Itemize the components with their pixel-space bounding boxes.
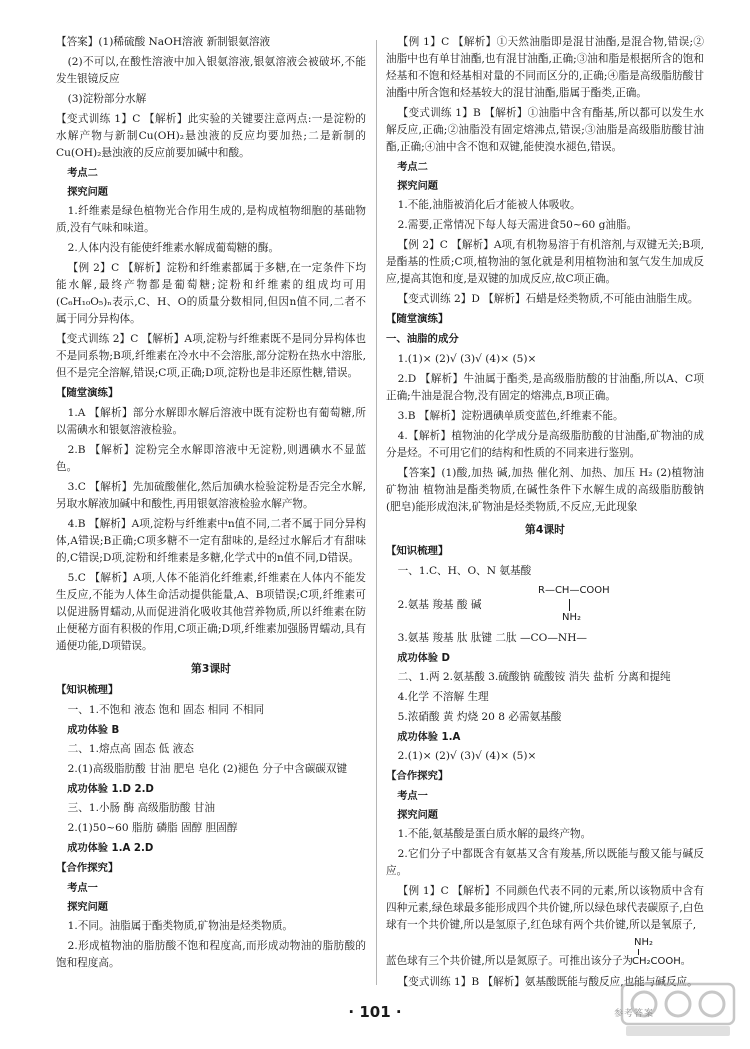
answer-paragraph: 2.它们分子中都既含有氨基又含有羧基,所以既能与酸又能与碱反应。 bbox=[386, 848, 704, 877]
bond-line bbox=[569, 599, 570, 611]
sub-heading: 考点一 bbox=[397, 791, 428, 802]
section-heading: 【随堂演练】 bbox=[386, 313, 449, 325]
answer-paragraph: 【变式训练 1】B 【解析】氨基酸既能与酸反应,也能与碱反应。 bbox=[397, 976, 698, 988]
amino-group: NH₂ bbox=[562, 612, 582, 623]
answer-paragraph: 1.不能,氨基酸是蛋白质水解的最终产物。 bbox=[397, 828, 592, 840]
answer-paragraph: 3.B 【解析】淀粉遇碘单质变蓝色,纤维素不能。 bbox=[397, 410, 624, 422]
formula-line bbox=[386, 583, 704, 627]
answer-paragraph: 【答案】(1)稀硫酸 NaOH溶液 新制银氨溶液 bbox=[56, 36, 271, 48]
section-heading: 【随堂演练】 bbox=[56, 387, 119, 399]
answer-paragraph: 二、1.熔点高 固态 低 液态 bbox=[67, 743, 194, 755]
answer-paragraph: 【变式训练 2】C 【解析】A项,淀粉与纤维素既不是同分异构体也不是同系物;B项,纤维素在冷水中不会溶胀,部分淀粉在热水中溶胀,但不是完全溶解,错误;C项,正确;D项,淀粉也是非还原性糖,错误。 bbox=[56, 333, 366, 379]
answer-paragraph: 1.(1)× (2)√ (3)√ (4)× (5)× bbox=[397, 353, 537, 365]
answer-paragraph: 【答案】(1)酸,加热 碱,加热 催化剂、加热、加压 H₂ (2)植物油 矿物油 植物油是酯类物质,在碱性条件下水解生成的高级脂肪酸钠(肥皂)能形成泡沫,矿物油是烃类物质,不反应,无此现象 bbox=[386, 467, 704, 513]
answer-paragraph: 2.(1)× (2)√ (3)√ (4)× (5)× bbox=[397, 750, 537, 762]
answer-paragraph: 三、1.小肠 酶 高级脂肪酸 甘油 bbox=[67, 802, 215, 814]
answer-paragraph: 2.D 【解析】牛油属于酯类,是高级脂肪酸的甘油酯,所以A、C项正确;牛油是混合物,没有固定的熔沸点,B项正确。 bbox=[386, 373, 704, 402]
answer-paragraph: 【变式训练 1】B 【解析】①油脂中含有酯基,所以都可以发生水解反应,正确;②油脂没有固定熔沸点,错误;③油脂是高级脂肪酸甘油酯,正确;④油中含不饱和双键,能使溴水褪色,错误。 bbox=[386, 107, 704, 153]
left-column bbox=[56, 34, 366, 975]
answer-paragraph: (3)淀粉部分水解 bbox=[67, 93, 147, 105]
answer-paragraph: 4.【解析】植物油的化学成分是高级脂肪酸的甘油酯,矿物油的成分是烃。不可用它们的结构和性质的不同来进行鉴别。 bbox=[386, 430, 704, 459]
sub-heading: 探究问题 bbox=[67, 187, 108, 198]
answer-paragraph: 4.化学 不溶解 生理 bbox=[397, 691, 489, 703]
answer-paragraph: 2.人体内没有能使纤维素水解成葡萄糖的酶。 bbox=[67, 242, 280, 254]
glycine-formula: CH₂COOH。 bbox=[632, 956, 691, 967]
amino-group: NH₂ bbox=[634, 937, 654, 948]
answer-paragraph: 3.氨基 羧基 肽 肽键 二肽 —CO—NH— bbox=[397, 632, 588, 644]
answer-paragraph: 一、1.不饱和 液态 饱和 固态 相同 不相同 bbox=[67, 704, 265, 716]
section-heading: 【合作探究】 bbox=[386, 770, 449, 782]
answer-paragraph: 2.需要,正常情况下每人每天需进食50~60 g油脂。 bbox=[397, 219, 638, 231]
section-heading: 【知识梳理】 bbox=[56, 684, 119, 696]
sub-heading: 成功体验 1.A bbox=[397, 732, 461, 743]
formula-line bbox=[386, 937, 704, 971]
section-heading: 【知识梳理】 bbox=[386, 545, 449, 557]
page-number: · 101 · bbox=[348, 1003, 402, 1021]
sub-heading: 成功体验 B bbox=[67, 725, 120, 736]
answer-paragraph: 4.B 【解析】A项,淀粉与纤维素中n值不同,二者不属于同分异构体,A错误;B正确;C项多糖不一定有甜味的,是经过水解后才有甜味的,C错误;D项,淀粉和纤维素是多糖,化学式中的n值不同,D错误。 bbox=[56, 518, 366, 564]
answer-badge: 参考答案 bbox=[614, 1009, 655, 1019]
answer-paragraph: 2.B 【解析】淀粉完全水解即溶液中无淀粉,则遇碘水不显蓝色。 bbox=[56, 444, 366, 473]
answer-paragraph: 1.不能,油脂被消化后才能被人体吸收。 bbox=[397, 199, 581, 211]
formula-line-text: 2.氨基 羧基 酸 碱 bbox=[397, 599, 482, 611]
sub-heading: 探究问题 bbox=[67, 902, 108, 913]
answer-paragraph: 3.C 【解析】先加硫酸催化,然后加碘水检验淀粉是否完全水解,另取水解液加碱中和酸性,再用银氨溶液检验水解产物。 bbox=[56, 481, 366, 510]
answer-paragraph: (2)不可以,在酸性溶液中加入银氨溶液,银氨溶液会被破坏,不能发生银镜反应 bbox=[56, 56, 366, 85]
sub-heading: 成功体验 1.A 2.D bbox=[67, 843, 154, 854]
right-column bbox=[386, 34, 704, 994]
answer-paragraph: 【例 1】C 【解析】①天然油脂即是混甘油酯,是混合物,错误;②油脂中也有单甘油酯,也有混甘油酯,正确;③油和脂是根据所含的饱和烃基和不饱和烃基相对量的不同而区分的,正确;④脂是高级脂肪酸甘油酯中所含饱和烃基较大的混甘油酯,脂属于酯类,正确。 bbox=[386, 36, 704, 99]
answer-paragraph: 二、1.两 2.氨基酸 3.硫酸钠 硫酸铵 消失 盐析 分离和提纯 bbox=[397, 671, 671, 683]
answer-paragraph: 【例 1】C 【解析】不同颜色代表不同的元素,所以该物质中含有四种元素,绿色球最多能形成四个共价键,所以绿色球代表碳原子,白色球有一个共价键,所以是氢原子,红色球有两个共价键,所以是氧原子, bbox=[386, 885, 704, 931]
section-heading: 【合作探究】 bbox=[56, 862, 119, 874]
lesson-title: 第3课时 bbox=[191, 662, 231, 675]
section-heading: 一、油脂的成分 bbox=[386, 333, 459, 345]
answer-paragraph: 一、1.C、H、O、N 氨基酸 bbox=[397, 565, 532, 577]
column-divider bbox=[376, 40, 377, 985]
formula-line-text: 蓝色球有三个共价键,所以是氮原子。可推出该分子为 bbox=[386, 955, 634, 967]
sub-heading: 成功体验 D bbox=[397, 653, 450, 664]
sub-heading: 探究问题 bbox=[397, 181, 438, 192]
answer-paragraph: 1.A 【解析】部分水解即水解后溶液中既有淀粉也有葡萄糖,所以需碘水和银氨溶液检验。 bbox=[56, 407, 366, 436]
answer-paragraph: 5.浓硝酸 黄 灼烧 20 8 必需氨基酸 bbox=[397, 711, 562, 723]
sub-heading: 考点二 bbox=[67, 168, 98, 179]
answer-paragraph: 【例 2】C 【解析】淀粉和纤维素都属于多糖,在一定条件下均能水解,最终产物都是葡萄糖;淀粉和纤维素的组成均可用(C₆H₁₀O₅)ₙ表示,C、H、O的质量分数相同,但因n值不同,二者不属于同分异构体。 bbox=[56, 262, 366, 325]
answer-paragraph: 2.(1)高级脂肪酸 甘油 肥皂 皂化 (2)褪色 分子中含碳碳双键 bbox=[67, 763, 348, 775]
answer-paragraph: 2.(1)50~60 脂肪 磷脂 固醇 胆固醇 bbox=[67, 822, 238, 834]
answer-paragraph: 2.形成植物油的脂肪酸不饱和程度高,而形成动物油的脂肪酸的饱和程度高。 bbox=[56, 940, 366, 969]
answer-paragraph: 5.C 【解析】A项,人体不能消化纤维素,纤维素在人体内不能发生反应,不能为人体生命活动提供能量,A、B项错误;C项,纤维素可以促进肠胃蠕动,从而促进消化吸收其他营养物质,所以纤维素在防止便秘方面有积极的作用,C项正确;D项,纤维素加强肠胃蠕动,具有通便功能,D项错误。 bbox=[56, 572, 366, 652]
lesson-title: 第4课时 bbox=[525, 523, 565, 536]
sub-heading: 考点二 bbox=[397, 162, 428, 173]
answer-paragraph: 1.不同。油脂属于酯类物质,矿物油是烃类物质。 bbox=[67, 920, 294, 932]
answer-paragraph: 【变式训练 1】C 【解析】此实验的关键要注意两点:一是淀粉的水解产物与新制Cu(OH)₂悬浊液的反应均要加热;二是新制的Cu(OH)₂悬浊液的反应前要加碱中和酸。 bbox=[56, 113, 366, 159]
sub-heading: 成功体验 1.D 2.D bbox=[67, 784, 154, 795]
sub-heading: 考点一 bbox=[67, 883, 98, 894]
amino-acid-formula: R—CH—COOH bbox=[538, 585, 610, 596]
bond-line bbox=[638, 949, 639, 955]
sub-heading: 探究问题 bbox=[397, 810, 438, 821]
answer-paragraph: 1.纤维素是绿色植物光合作用生成的,是构成植物细胞的基础物质,没有气味和味道。 bbox=[56, 205, 366, 234]
answer-paragraph: 【例 2】C 【解析】A项,有机物易溶于有机溶剂,与双键无关;B项,是酯基的性质;C项,植物油的氢化就是利用植物油和氢气发生加成反应,提高其饱和度,是双键的加成反应,故C项正确。 bbox=[386, 239, 704, 285]
answer-paragraph: 【变式训练 2】D 【解析】石蜡是烃类物质,不可能由油脂生成。 bbox=[397, 293, 699, 305]
